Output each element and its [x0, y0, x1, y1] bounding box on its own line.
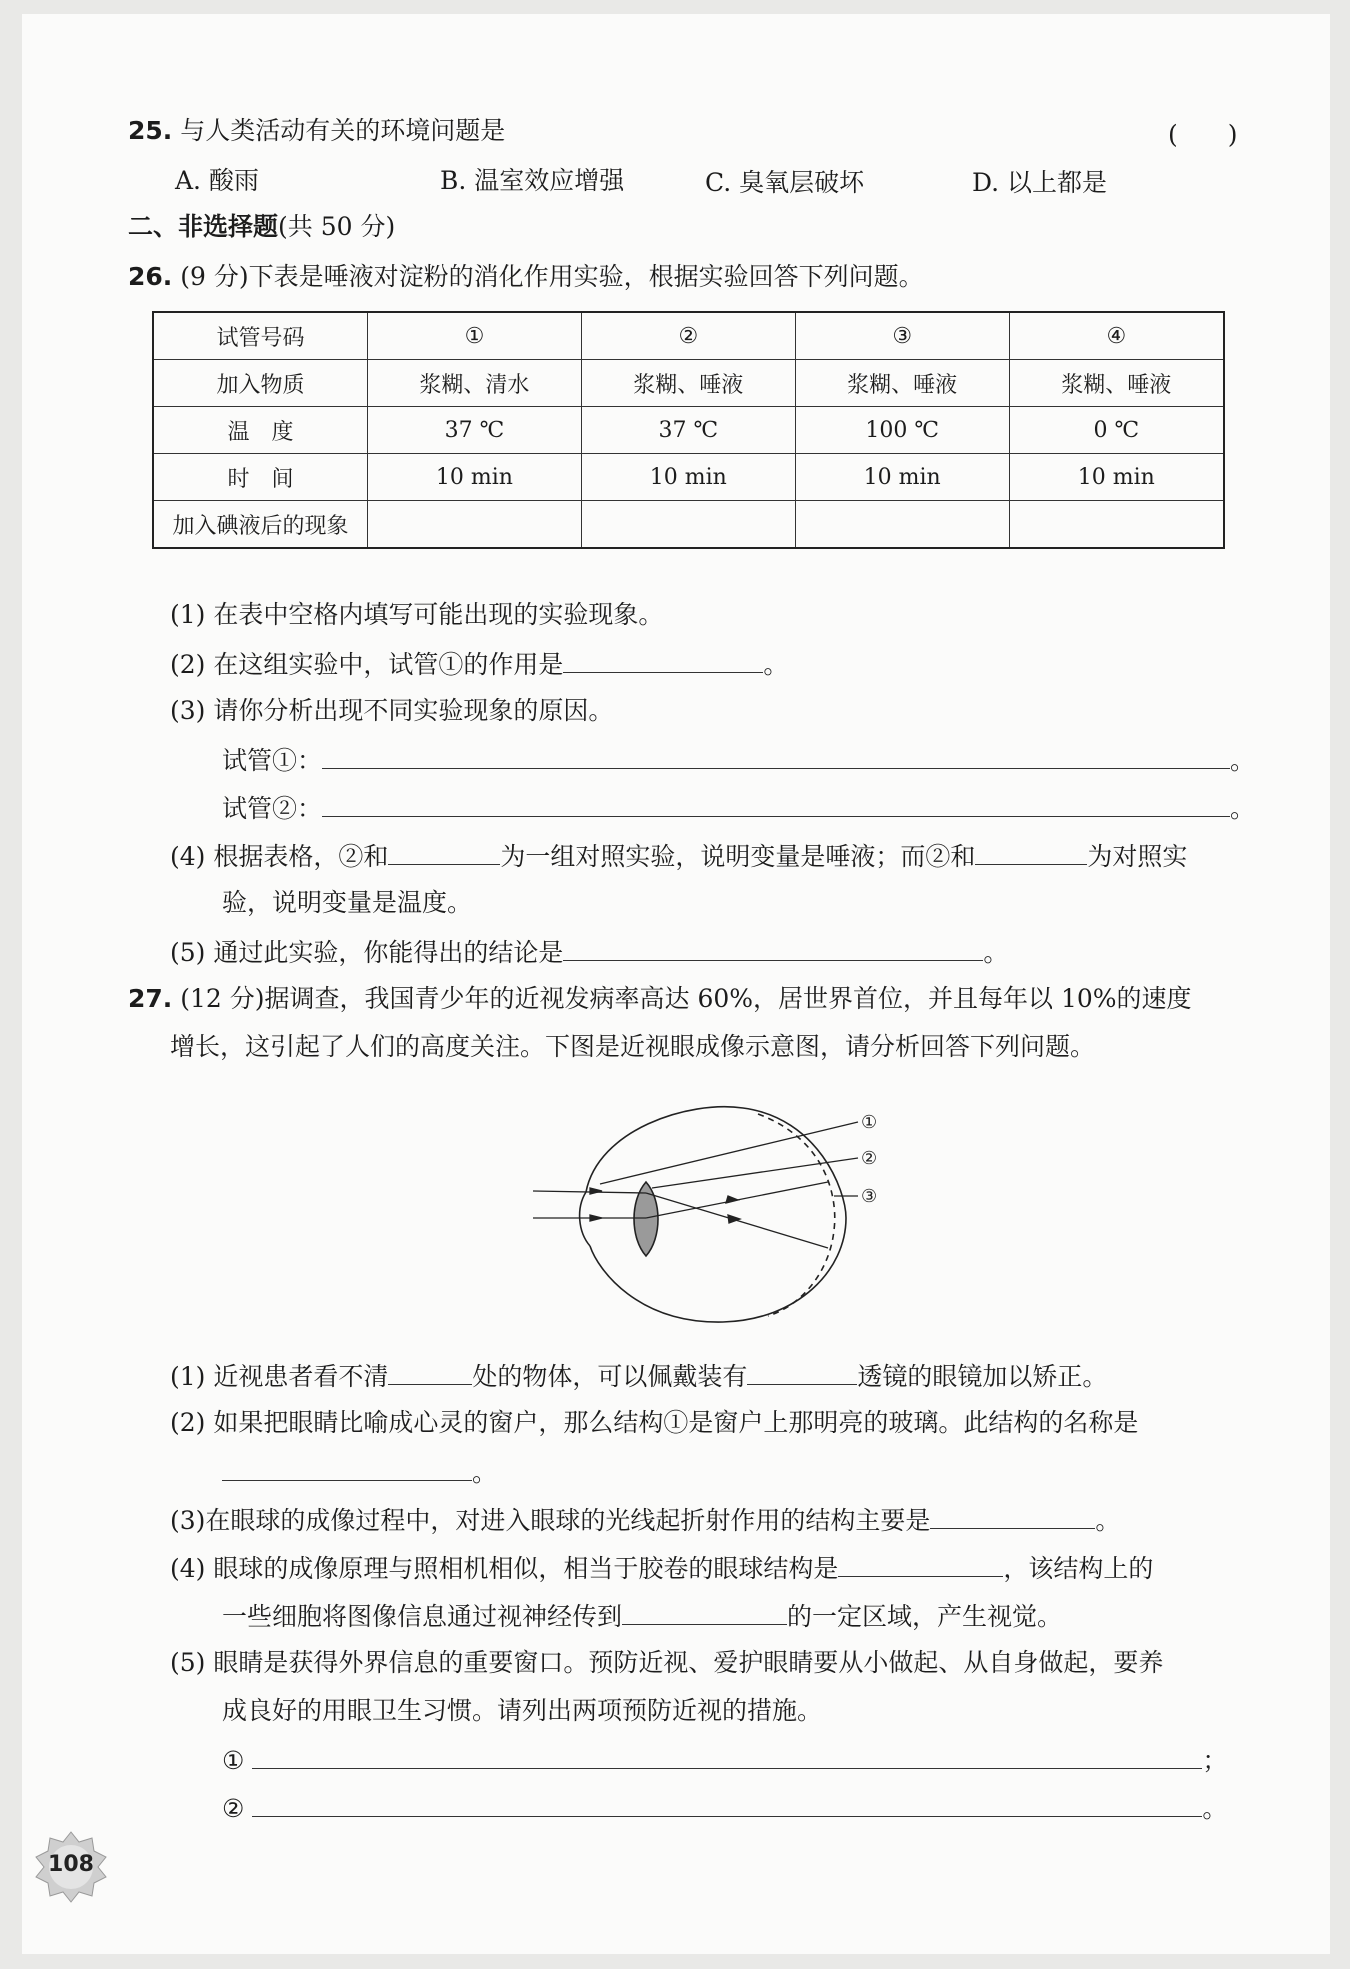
answer-blank[interactable]: [930, 1502, 1095, 1529]
table-cell: 10 min: [1009, 454, 1224, 501]
prompt-text: 一些细胞将图像信息通过视神经传到: [222, 1602, 623, 1631]
myopia-eye-diagram: [528, 1100, 898, 1330]
prompt-text: (4) 眼球的成像原理与照相机相似，相当于胶卷的眼球结构是: [170, 1554, 839, 1583]
q27-sub5-cont: 成良好的用眼卫生习惯。请列出两项预防近视的措施。: [222, 1696, 823, 1725]
punctuation: 。: [1230, 746, 1256, 775]
table-row: [153, 407, 1224, 454]
row-header: 时 间: [153, 454, 368, 501]
row-header: 加入物质: [153, 360, 368, 407]
arrowhead: [726, 1196, 738, 1203]
tube2-line: [222, 790, 1255, 826]
q27-sub3: [170, 1502, 1120, 1538]
table-cell: 10 min: [368, 454, 582, 501]
leader-line: [652, 1158, 858, 1188]
question-stem: (9 分)下表是唾液对淀粉的消化作用实验，根据实验回答下列问题。: [180, 262, 924, 291]
q26-sub4-cont: 验，说明变量是温度。: [222, 888, 473, 917]
answer-bracket[interactable]: ( ): [1168, 120, 1238, 149]
question-number: 27.: [128, 984, 173, 1013]
cornea: [580, 1192, 590, 1246]
item-marker: ①: [222, 1746, 245, 1775]
table-cell: 0 ℃: [1009, 407, 1224, 454]
prompt-text: (4) 根据表格，②和: [170, 842, 389, 871]
q26-line: [128, 260, 924, 294]
table-cell: 浆糊、唾液: [795, 360, 1009, 407]
q27-line1: [128, 982, 1192, 1016]
q27-sub2: (2) 如果把眼睛比喻成心灵的窗户，那么结构①是窗户上那明亮的玻璃。此结构的名称是: [170, 1408, 1139, 1437]
answer-blank[interactable]: [252, 1742, 1202, 1769]
q27-sub1: [170, 1358, 1107, 1394]
punctuation: ；: [1202, 1746, 1228, 1775]
q25-line: [128, 114, 505, 148]
option-c[interactable]: C. 臭氧层破坏: [705, 168, 865, 197]
measure-2-line: [222, 1790, 1227, 1826]
answer-blank[interactable]: [563, 646, 763, 673]
row-header: 加入碘液后的现象: [153, 501, 368, 549]
prompt-text: (3)在眼球的成像过程中，对进入眼球的光线起折射作用的结构主要是: [170, 1506, 931, 1535]
question-stem: 与人类活动有关的环境问题是: [180, 116, 506, 145]
table-cell: 37 ℃: [581, 407, 795, 454]
punctuation: 。: [472, 1458, 498, 1487]
answer-cell[interactable]: [1009, 501, 1224, 549]
label-2: ②: [861, 1148, 878, 1169]
question-number: 26.: [128, 262, 173, 291]
row-header: 温 度: [153, 407, 368, 454]
prompt-text: 为对照实: [1087, 842, 1188, 871]
answer-blank[interactable]: [222, 1454, 472, 1481]
tube1-line: [222, 742, 1255, 778]
table-row: [153, 360, 1224, 407]
question-number: 25.: [128, 116, 173, 145]
page-number: 108: [48, 1852, 94, 1877]
prompt-text: ，该结构上的: [1003, 1554, 1154, 1583]
table-row: [153, 454, 1224, 501]
answer-blank[interactable]: [747, 1358, 857, 1385]
table-cell: 浆糊、唾液: [1009, 360, 1224, 407]
option-a[interactable]: A. 酸雨: [175, 166, 259, 195]
answer-blank[interactable]: [388, 1358, 472, 1385]
punctuation: 。: [1095, 1506, 1121, 1535]
prompt-text: (1) 近视患者看不清: [170, 1362, 389, 1391]
q26-sub4: [170, 838, 1187, 874]
table-cell: 37 ℃: [368, 407, 582, 454]
arrowhead: [590, 1188, 602, 1194]
tube-label: 试管②：: [222, 794, 323, 823]
q27-sub2-cont: [222, 1454, 497, 1490]
answer-blank[interactable]: [622, 1598, 787, 1625]
section-title: 二、非选择题: [128, 212, 279, 241]
table-cell: ②: [581, 312, 795, 360]
answer-cell[interactable]: [795, 501, 1009, 549]
answer-blank[interactable]: [252, 1790, 1202, 1817]
punctuation: 。: [763, 650, 789, 679]
tube-label: 试管①：: [222, 746, 323, 775]
question-stem: (12 分)据调查，我国青少年的近视发病率高达 60%，居世界首位，并且每年以 10%的速度: [180, 984, 1192, 1013]
table-cell: ③: [795, 312, 1009, 360]
table-row: [153, 501, 1224, 549]
measure-1-line: [222, 1742, 1227, 1778]
option-b[interactable]: B. 温室效应增强: [440, 166, 625, 195]
punctuation: 。: [1230, 794, 1256, 823]
prompt-text: 为一组对照实验，说明变量是唾液；而②和: [500, 842, 976, 871]
retina-dashed: [758, 1114, 835, 1316]
page-number-badge: [34, 1830, 108, 1904]
q27-sub4: [170, 1550, 1153, 1586]
prompt-text: 的一定区域，产生视觉。: [787, 1602, 1063, 1631]
q27-sub5: (5) 眼睛是获得外界信息的重要窗口。预防近视、爱护眼睛要从小做起、从自身做起，要养: [170, 1648, 1164, 1677]
row-header: 试管号码: [153, 312, 368, 360]
prompt-text: (2) 在这组实验中，试管①的作用是: [170, 650, 564, 679]
q27-sub4-cont: [222, 1598, 1062, 1634]
section-score: (共 50 分): [278, 212, 396, 241]
label-1: ①: [861, 1112, 878, 1133]
q26-sub3: (3) 请你分析出现不同实验现象的原因。: [170, 696, 614, 725]
prompt-text: 处的物体，可以佩戴装有: [472, 1362, 748, 1391]
table-cell: ④: [1009, 312, 1224, 360]
table-row: [153, 312, 1224, 360]
punctuation: 。: [1202, 1794, 1228, 1823]
arrowhead: [590, 1215, 602, 1221]
q27-line2: 增长，这引起了人们的高度关注。下图是近视眼成像示意图，请分析回答下列问题。: [170, 1032, 1096, 1061]
answer-blank[interactable]: [388, 838, 500, 865]
table-cell: 浆糊、清水: [368, 360, 582, 407]
prompt-text: (5) 通过此实验，你能得出的结论是: [170, 938, 564, 967]
q26-sub1: (1) 在表中空格内填写可能出现的实验现象。: [170, 600, 664, 629]
section-heading: [128, 210, 395, 244]
q26-sub2: [170, 646, 788, 682]
answer-blank[interactable]: [322, 790, 1230, 817]
answer-blank[interactable]: [322, 742, 1230, 769]
option-d[interactable]: D. 以上都是: [972, 168, 1108, 197]
answer-blank[interactable]: [975, 838, 1087, 865]
table-cell: 100 ℃: [795, 407, 1009, 454]
answer-blank[interactable]: [563, 934, 983, 961]
answer-cell[interactable]: [581, 501, 795, 549]
table-cell: ①: [368, 312, 582, 360]
prompt-text: 透镜的眼镜加以矫正。: [857, 1362, 1108, 1391]
table-cell: 浆糊、唾液: [581, 360, 795, 407]
answer-cell[interactable]: [368, 501, 582, 549]
item-marker: ②: [222, 1794, 245, 1823]
answer-blank[interactable]: [838, 1550, 1003, 1577]
arrowhead: [728, 1215, 740, 1223]
experiment-table: [152, 311, 1225, 549]
label-3: ③: [861, 1186, 878, 1207]
table-cell: 10 min: [795, 454, 1009, 501]
q26-sub5: [170, 934, 1008, 970]
punctuation: 。: [983, 938, 1009, 967]
table-cell: 10 min: [581, 454, 795, 501]
